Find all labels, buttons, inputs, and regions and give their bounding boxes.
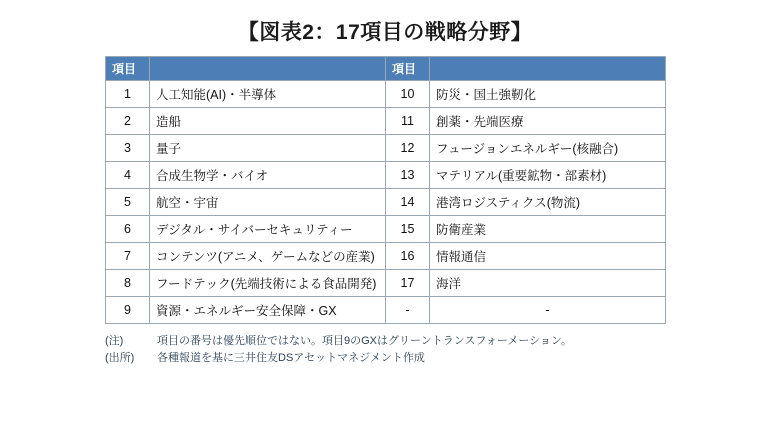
cell-right-no: 14: [386, 189, 430, 216]
cell-right-item: 防衛産業: [430, 216, 666, 243]
table-body: [106, 81, 666, 324]
cell-right-no: 13: [386, 162, 430, 189]
note-row: [105, 333, 665, 350]
header-left-item: [150, 57, 386, 81]
table-row: [106, 189, 666, 216]
cell-right-item: 情報通信: [430, 243, 666, 270]
table-header: [106, 57, 666, 81]
cell-left-no: 4: [106, 162, 150, 189]
cell-left-no: 1: [106, 81, 150, 108]
cell-left-no: 7: [106, 243, 150, 270]
cell-left-no: 6: [106, 216, 150, 243]
table-row: [106, 135, 666, 162]
table-row: [106, 243, 666, 270]
header-left-no: 項目: [106, 57, 150, 81]
header-right-no: 項目: [386, 57, 430, 81]
cell-left-item: フードテック(先端技術による食品開発): [150, 270, 386, 297]
cell-right-item: 創薬・先端医療: [430, 108, 666, 135]
cell-left-no: 9: [106, 297, 150, 324]
header-right-item: [430, 57, 666, 81]
table-header-row: [106, 57, 666, 81]
page-title: 【図表2：17項目の戦略分野】: [237, 21, 533, 44]
strategy-table: [105, 56, 666, 324]
cell-right-no: 15: [386, 216, 430, 243]
cell-right-item: 港湾ロジスティクス(物流): [430, 189, 666, 216]
cell-right-item: 防災・国土強靭化: [430, 81, 666, 108]
table-row: [106, 162, 666, 189]
cell-right-item: 海洋: [430, 270, 666, 297]
note-text: 項目の番号は優先順位ではない。項目9のGXはグリーントランスフォーメーション。: [157, 335, 573, 347]
strategy-table-container: [105, 56, 665, 324]
cell-left-no: 2: [106, 108, 150, 135]
cell-right-item: フュージョンエネルギー(核融合): [430, 135, 666, 162]
cell-right-no: -: [386, 297, 430, 324]
table-row: [106, 108, 666, 135]
table-row: [106, 216, 666, 243]
cell-left-no: 8: [106, 270, 150, 297]
cell-right-item: マテリアル(重要鉱物・部素材): [430, 162, 666, 189]
notes-section: [105, 333, 665, 366]
cell-left-item: 造船: [150, 108, 386, 135]
table-row: [106, 81, 666, 108]
cell-right-item: -: [430, 297, 666, 324]
cell-left-item: コンテンツ(アニメ、ゲームなどの産業): [150, 243, 386, 270]
cell-right-no: 17: [386, 270, 430, 297]
cell-left-item: 量子: [150, 135, 386, 162]
table-row: [106, 297, 666, 324]
note-label: (注): [105, 335, 124, 347]
source-text: 各種報道を基に三井住友DSアセットマネジメント作成: [157, 351, 425, 364]
cell-left-item: デジタル・サイバーセキュリティー: [150, 216, 386, 243]
cell-left-item: 合成生物学・バイオ: [150, 162, 386, 189]
cell-left-no: 5: [106, 189, 150, 216]
cell-right-no: 11: [386, 108, 430, 135]
cell-right-no: 12: [386, 135, 430, 162]
cell-right-no: 10: [386, 81, 430, 108]
cell-left-item: 人工知能(AI)・半導体: [150, 81, 386, 108]
cell-left-item: 航空・宇宙: [150, 189, 386, 216]
cell-left-no: 3: [106, 135, 150, 162]
table-row: [106, 270, 666, 297]
source-label: (出所): [105, 351, 135, 364]
cell-right-no: 16: [386, 243, 430, 270]
note-row: [105, 350, 665, 367]
cell-left-item: 資源・エネルギー安全保障・GX: [150, 297, 386, 324]
